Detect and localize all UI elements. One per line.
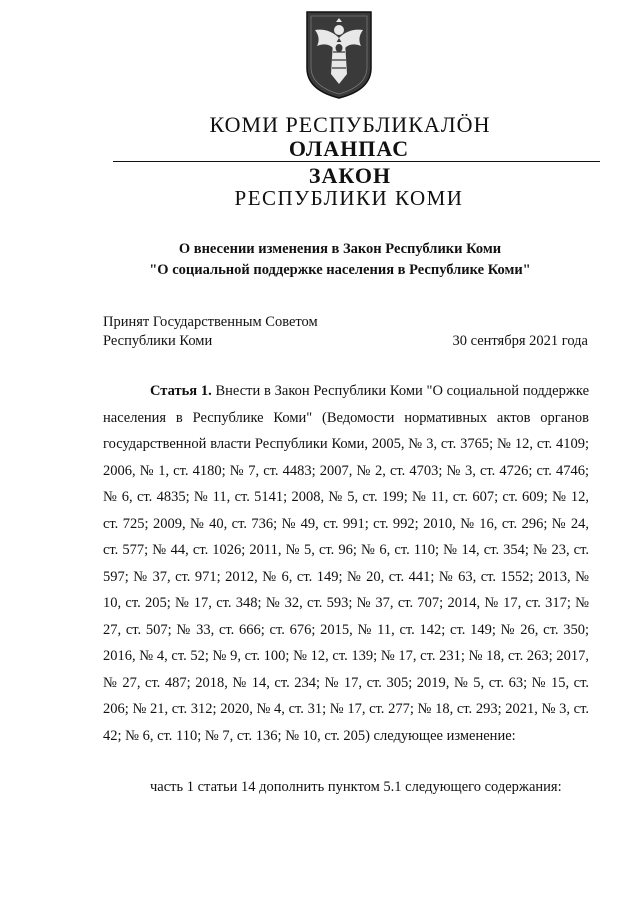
adoption-block	[103, 313, 318, 351]
coat-of-arms-icon	[303, 8, 375, 100]
article-1-text: Внести в Закон Республики Коми "О социальной поддержке населения в Республике Коми" (Ведомости нормативных актов органов государственной власти Республики Коми, 2005, № 3, ст. 3765; № 12, ст. 4109; 2006, № 1, ст. 4180; № 7, ст. 4483; 2007, № 2, ст. 4703; № 3, ст. 4726; ст. 4746; № 6, ст. 4835; № 11, ст. 5141; 2008, № 5, ст. 199; № 11, ст. 607; ст. 609; № 12, ст. 725; 2009, № 40, ст. 736; № 49, ст. 991; ст. 992; 2010, № 16, ст. 296; № 24, ст. 577; № 44, ст. 1026; 2011, № 5, ст. 96; № 6, ст. 110; № 14, ст. 354; № 23, ст. 597; № 37, ст. 971; 2012, № 6, ст. 149; № 20, ст. 441; № 63, ст. 1552; 2013, № 10, ст. 205; № 17, ст. 348; № 32, ст. 593; № 37, ст. 707; 2014, № 17, ст. 317; № 27, ст. 507; № 33, ст. 666; ст. 676; 2015, № 11, ст. 142; ст. 149; № 26, ст. 350; 2016, № 4, ст. 52; № 9, ст. 100; № 12, ст. 139; № 17, ст. 231; № 18, ст. 263; 2017, № 27, ст. 487; 2018, № 14, ст. 234; № 17, ст. 305; 2019, № 5, ст. 63; № 15, ст. 206; № 21, ст. 312; 2020, № 4, ст. 31; № 17, ст. 277; № 18, ст. 293; 2021, № 3, ст. 42; № 6, ст. 110; № 7, ст. 136; № 10, ст. 205) следующее изменение:	[103, 383, 590, 744]
adoption-line-2: Республики Коми	[103, 333, 213, 349]
header-line-olanpas: ОЛАНПАС	[288, 136, 410, 161]
article-1-paragraph	[103, 378, 589, 749]
part-paragraph: часть 1 статьи 14 дополнить пунктом 5.1 следующего содержания:	[150, 779, 562, 795]
adoption-date: 30 сентября 2021 года	[452, 333, 588, 349]
header-line-zakon: ЗАКОН	[308, 163, 392, 188]
header-line-respubliki: РЕСПУБЛИКИ КОМИ	[234, 186, 464, 210]
header-line-komi: КОМИ РЕСПУБЛИКАЛӦН	[209, 112, 491, 137]
header-divider	[113, 161, 600, 162]
article-1-label: Статья 1.	[150, 383, 212, 399]
adoption-line-1: Принят Государственным Советом	[103, 314, 318, 330]
subject-title-line-1: О внесении изменения в Закон Республики Коми	[178, 241, 502, 257]
subject-title-line-2: "О социальной поддержке населения в Республике Коми"	[149, 262, 531, 278]
